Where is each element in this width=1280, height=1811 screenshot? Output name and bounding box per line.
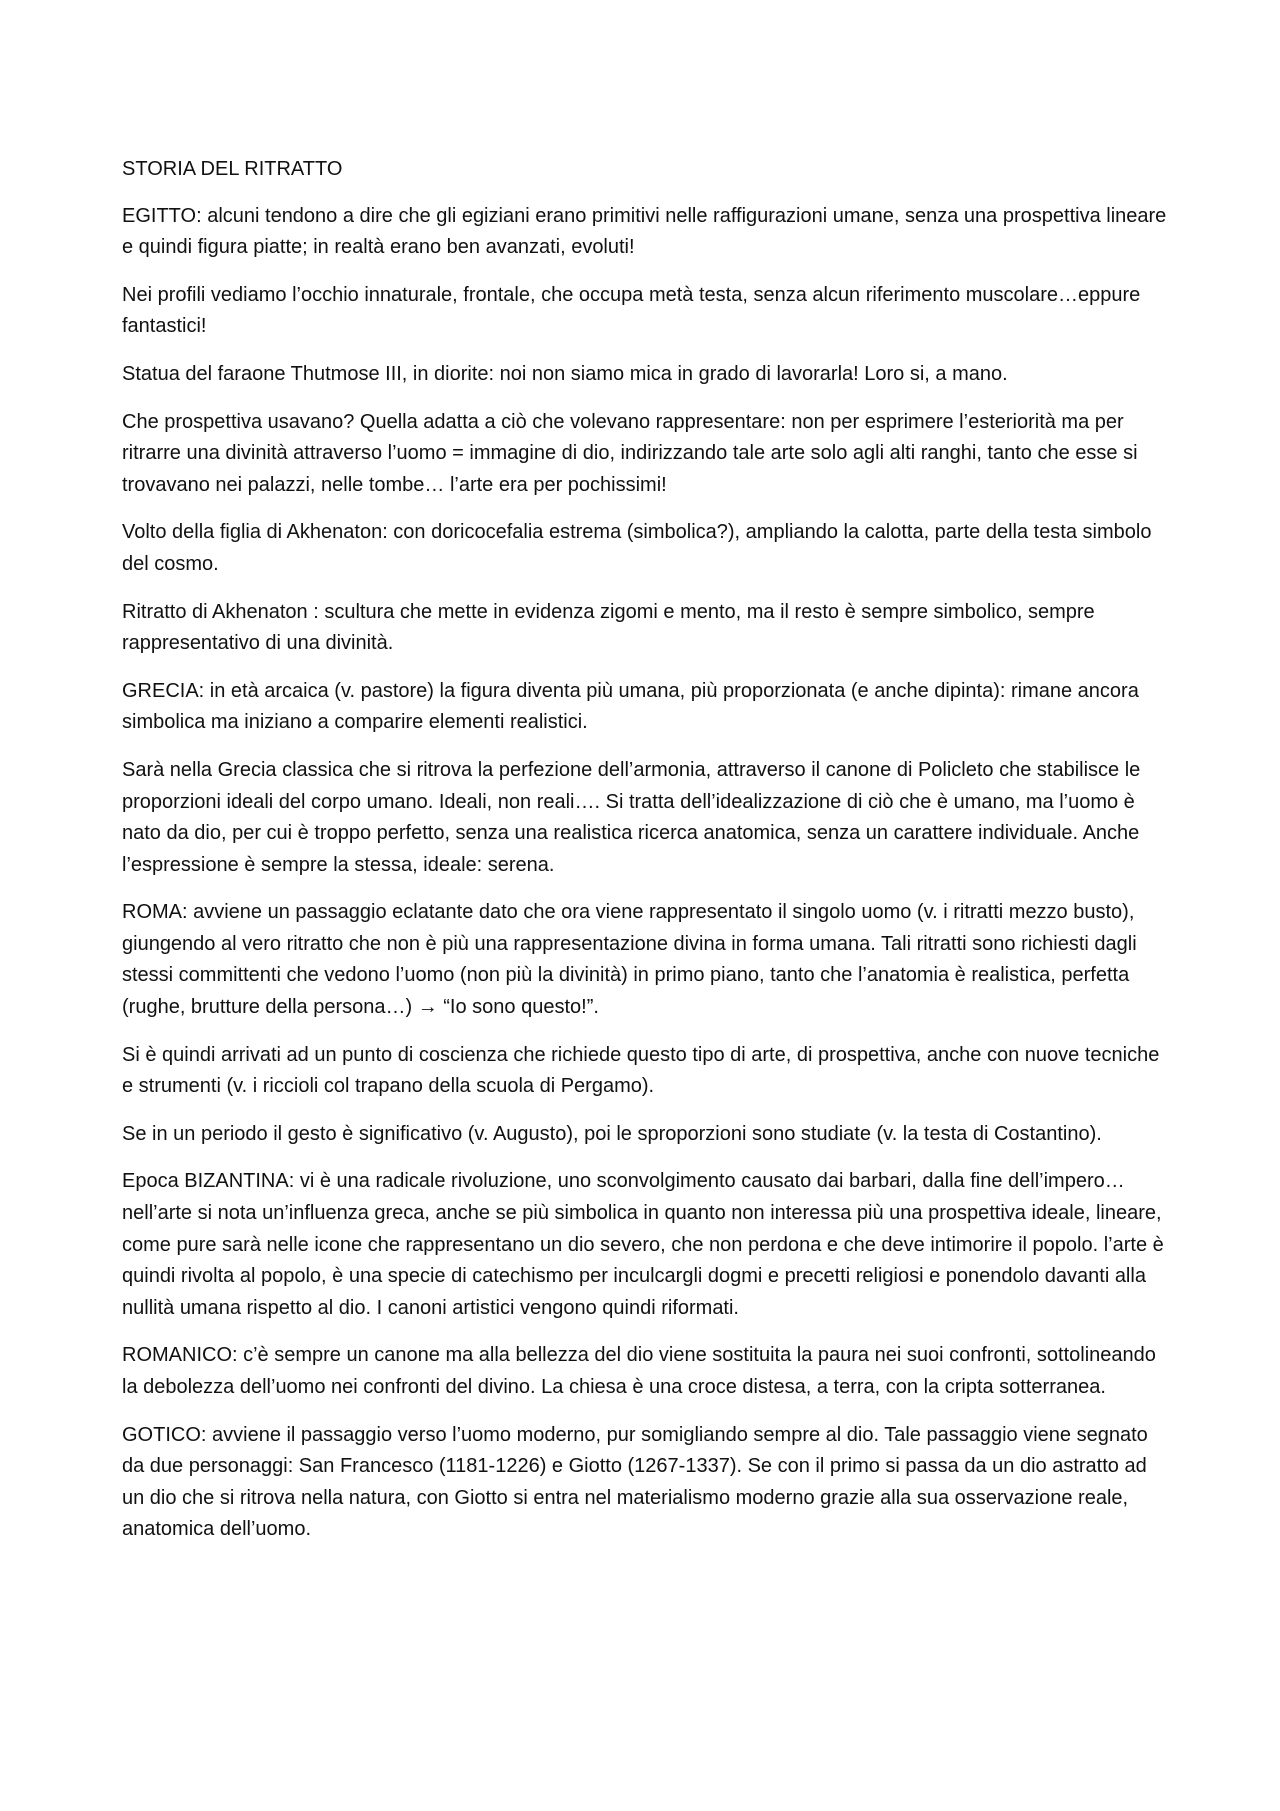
paragraph-grecia: GRECIA: in età arcaica (v. pastore) la figura diventa più umana, più proporzionata (e anche dipinta): rimane ancora simbolica ma iniziano a comparire elementi realistici.: [122, 679, 1139, 734]
document-body: [122, 154, 1167, 1562]
paragraph-ritratto-akhenaton: Ritratto di Akhenaton : scultura che mette in evidenza zigomi e mento, ma il resto è sempre simbolico, sempre rappresentativo di una divinità.: [122, 600, 1095, 655]
paragraph-egitto: EGITTO: alcuni tendono a dire che gli egiziani erano primitivi nelle raffigurazioni umane, senza una prospettiva lineare e quindi figura piatte; in realtà erano ben avanzati, evoluti!: [122, 204, 1167, 259]
paragraph-gotico: GOTICO: avviene il passaggio verso l’uomo moderno, pur somigliando sempre al dio. Tale passaggio viene segnato da due personaggi: San Francesco (1181-1226) e Giotto (1267-1337). Se con il primo si passa da un dio astratto ad un dio che si ritrova nella natura, con Giotto si entra nel materialismo moderno grazie alla sua osservazione reale, anatomica dell’uomo.: [122, 1423, 1148, 1541]
paragraph-augusto: Se in un periodo il gesto è significativo (v. Augusto), poi le sproporzioni sono studiate (v. la testa di Costantino).: [122, 1122, 1102, 1145]
paragraph-roma: ROMA: avviene un passaggio eclatante dato che ora viene rappresentato il singolo uomo (v. i ritratti mezzo busto), giungendo al vero ritratto che non è più una rappresentazione divina in forma umana. Tali ritratti sono richiesti dagli stessi committenti che vedono l’uomo (non più la divinità) in primo piano, tanto che l’anatomia è realistica, perfetta (rughe, brutture della persona…) → “Io sono questo!”.: [122, 901, 1137, 1019]
paragraph-thutmose: Statua del faraone Thutmose III, in diorite: noi non siamo mica in grado di lavorarla! Loro si, a mano.: [122, 362, 1008, 385]
paragraph-prospettiva: Che prospettiva usavano? Quella adatta a ciò che volevano rappresentare: non per esprimere l’esteriorità ma per ritrarre una divinità attraverso l’uomo = immagine di dio, indirizzando tale arte solo agli alti ranghi, tanto che esse si trovavano nei palazzi, nelle tombe… l’arte era per pochissimi!: [122, 410, 1138, 496]
paragraph-coscienza: Si è quindi arrivati ad un punto di coscienza che richiede questo tipo di arte, di prospettiva, anche con nuove tecniche e strumenti (v. i riccioli col trapano della scuola di Pergamo).: [122, 1043, 1160, 1098]
document-title: STORIA DEL RITRATTO: [122, 158, 343, 180]
paragraph-profili: Nei profili vediamo l’occhio innaturale, frontale, che occupa metà testa, senza alcun riferimento muscolare…eppure fantastici!: [122, 283, 1141, 338]
paragraph-romanico: ROMANICO: c’è sempre un canone ma alla bellezza del dio viene sostituita la paura nei suoi confronti, sottolineando la debolezza dell’uomo nei confronti del divino. La chiesa è una croce distesa, a terra, con la cripta sotterranea.: [122, 1344, 1156, 1398]
paragraph-figlia-akhenaton: Volto della figlia di Akhenaton: con doricocefalia estrema (simbolica?), ampliando la calotta, parte della testa simbolo del cosmo.: [122, 521, 1152, 575]
paragraph-bizantina: Epoca BIZANTINA: vi è una radicale rivoluzione, uno sconvolgimento causato dai barbari, dalla fine dell’impero… nell’arte si nota un’influenza greca, anche se più simbolica in quanto non interessa più una prospettiva ideale, lineare, come pure sarà nelle icone che rappresentano un dio severo, che non perdona e che deve intimorire il popolo. l’arte è quindi rivolta al popolo, è una specie di catechismo per inculcargli dogmi e precetti religiosi e ponendolo davanti alla nullità umana rispetto al dio. I canoni artistici vengono quindi riformati.: [122, 1170, 1164, 1319]
paragraph-grecia-classica: Sarà nella Grecia classica che si ritrova la perfezione dell’armonia, attraverso il canone di Policleto che stabilisce le proporzioni ideali del corpo umano. Ideali, non reali…. Si tratta dell’idealizzazione di ciò che è umano, ma l’uomo è nato da dio, per cui è troppo perfetto, senza una realistica ricerca anatomica, senza un carattere individuale. Anche l’espressione è sempre la stessa, ideale: serena.: [122, 758, 1141, 876]
